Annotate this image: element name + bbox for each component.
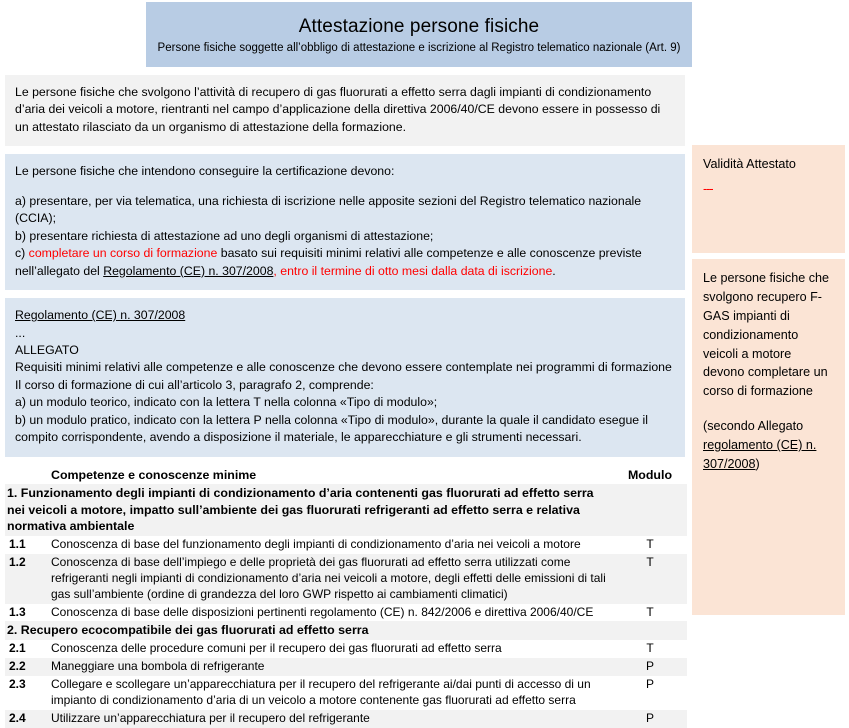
panel-spacer-2 (5, 290, 685, 298)
requirement-c-middle: basato sui requisiti minimi relativi alle competenze e alle conoscenze previste nell’allegato del (15, 246, 642, 278)
table-cell-description: Conoscenza di base del funzionamento degli impianti di condizionamento d’aria nei veicoli a motore (51, 536, 581, 551)
intro-panel (5, 75, 685, 146)
table-row (5, 640, 687, 658)
table-cell-module: T (646, 604, 654, 619)
table-header-module: Modulo (613, 466, 687, 485)
regulation-link[interactable]: Regolamento (CE) n. 307/2008 (103, 263, 274, 278)
requirements-panel (5, 154, 685, 290)
table-cell-module: T (646, 640, 654, 655)
table-cell-description: Conoscenza delle procedure comuni per il recupero dei gas fluorurati ad effetto serra (51, 640, 502, 655)
table-cell-number: 1.1 (9, 536, 26, 551)
table-header-row (5, 466, 687, 485)
table-cell-description: Conoscenza di base dell’impiego e delle proprietà dei gas fluorurati ad effetto serra utilizzati come refrigeranti negli impianti di condizionamento d’aria nei veicoli a motore, degli effetti delle emissioni di tali gas sull’ambiente (ordine di grandezza del loro GWP rispetto ai cambiamenti climatici) (49, 554, 613, 604)
competences-table-body (5, 484, 687, 728)
table-row (5, 658, 687, 676)
note-reference-suffix: ) (755, 457, 760, 472)
regulation-allegato-heading: ALLEGATO (15, 342, 79, 357)
requirement-c-prefix: c) (15, 246, 29, 261)
requirement-item-b: b) presentare richiesta di attestazione ad uno degli organismi di attestazione; (15, 228, 434, 243)
table-cell-number: 2.3 (9, 676, 26, 691)
validity-title: Validità Attestato (703, 157, 796, 171)
table-cell-description: Utilizzare un’apparecchiatura per il recupero del refrigerante (49, 710, 613, 728)
table-row (5, 710, 687, 728)
competences-table (5, 466, 687, 728)
table-section-row (5, 621, 687, 640)
table-section-row (5, 484, 687, 536)
regulation-title: Regolamento (CE) n. 307/2008 (15, 308, 186, 323)
table-header-competences: Competenze e conoscenze minime (49, 466, 613, 485)
page-subtitle: Persone fisiche soggette all’obbligo di attestazione e iscrizione al Registro telematico nazionale (Art. 9) (157, 41, 681, 54)
page-header-banner (146, 2, 692, 67)
table-row (5, 604, 687, 622)
table-cell-description: Maneggiare una bombola di refrigerante (49, 658, 613, 676)
validity-panel (692, 145, 845, 253)
panel-spacer (5, 146, 685, 154)
table-cell-module: T (646, 536, 654, 551)
requirement-c-deadline: , entro il termine di otto mesi dalla data di iscrizione (273, 263, 553, 278)
table-cell-description: Collegare e scollegare un’apparecchiatura per il recupero del refrigerante ai/dai punti di accesso di un impianto di condizionamento d’aria di un veicolo a motore contenente gas fluorurati ad effetto serra (51, 676, 591, 707)
table-cell-number: 2.2 (5, 658, 49, 676)
table-row (5, 536, 687, 554)
table-cell-number: 2.1 (9, 640, 26, 655)
regulation-ellipsis: ... (15, 325, 26, 340)
regulation-item-a: a) un modulo teorico, indicato con la lettera T nella colonna «Tipo di modulo»; (15, 395, 438, 410)
note-reference (703, 417, 834, 474)
table-header-num (5, 466, 49, 485)
table-cell-module: P (645, 676, 654, 691)
main-content-column (5, 75, 685, 728)
table-cell-description: Conoscenza di base delle disposizioni pertinenti regolamento (CE) n. 842/2006 e direttiva 2006/40/CE (51, 604, 594, 619)
table-cell-module: P (613, 658, 687, 676)
requirement-item-c (15, 245, 675, 280)
note-body: Le persone fisiche che svolgono recupero F-GAS impianti di condizionamento veicoli a motore devono completare un corso di formazione (703, 271, 830, 399)
table-section-module (613, 484, 687, 536)
table-cell-number: 1.2 (5, 554, 49, 604)
sidebar-column (692, 145, 845, 615)
regulation-body: Requisiti minimi relativi alle competenze e alle conoscenze che devono essere contemplate nei programmi di formazione Il corso di formazione di cui all’articolo 3, paragrafo 2, comprende: (15, 360, 672, 392)
table-cell-module: T (613, 554, 687, 604)
table-section-label: 2. Recupero ecocompatibile dei gas fluorurati ad effetto serra (5, 621, 613, 640)
validity-value: --- (703, 181, 713, 196)
note-reference-prefix: (secondo Allegato (703, 419, 804, 434)
requirement-c-period: . (552, 263, 556, 278)
page-title: Attestazione persone fisiche (298, 15, 540, 37)
note-panel (692, 259, 845, 615)
intro-paragraph: Le persone fisiche che svolgono l’attività di recupero di gas fluorurati a effetto serra dagli impianti di condizionamento d’aria dei veicoli a motore, rientranti nel campo d’applicazione della direttiva 2006/40/CE devono essere in possesso di un attestato rilasciato da un organismo di attestazione della formazione. (15, 85, 661, 134)
regulation-panel (5, 298, 685, 457)
table-row (5, 554, 687, 604)
requirement-c-highlight: completare un corso di formazione (28, 246, 218, 261)
requirements-lead: Le persone fisiche che intendono conseguire la certificazione devono: (15, 164, 395, 179)
table-row (5, 676, 687, 710)
regulation-item-b: b) un modulo pratico, indicato con la lettera P nella colonna «Tipo di modulo», durante la quale il candidato esegue il compito corrispondente, avendo a disposizione il materiale, le apparecchiature e gli strumenti necessari. (15, 412, 649, 445)
table-section-label: 1. Funzionamento degli impianti di condizionamento d’aria contenenti gas fluorurati ad effetto serra nei veicoli a motore, impatto sull’ambiente dei gas fluorurati refrigeranti ad effetto serra e relativa normativa ambientale (5, 484, 613, 536)
table-section-module (613, 621, 687, 640)
table-cell-module: P (613, 710, 687, 728)
requirement-item-a: a) presentare, per via telematica, una richiesta di iscrizione nelle apposite sezioni del Registro telematico nazionale (CCIA); (15, 193, 642, 226)
table-cell-number: 2.4 (5, 710, 49, 728)
note-regulation-link[interactable]: regolamento (CE) n. 307/2008 (703, 438, 817, 472)
table-cell-number: 1.3 (9, 604, 26, 619)
